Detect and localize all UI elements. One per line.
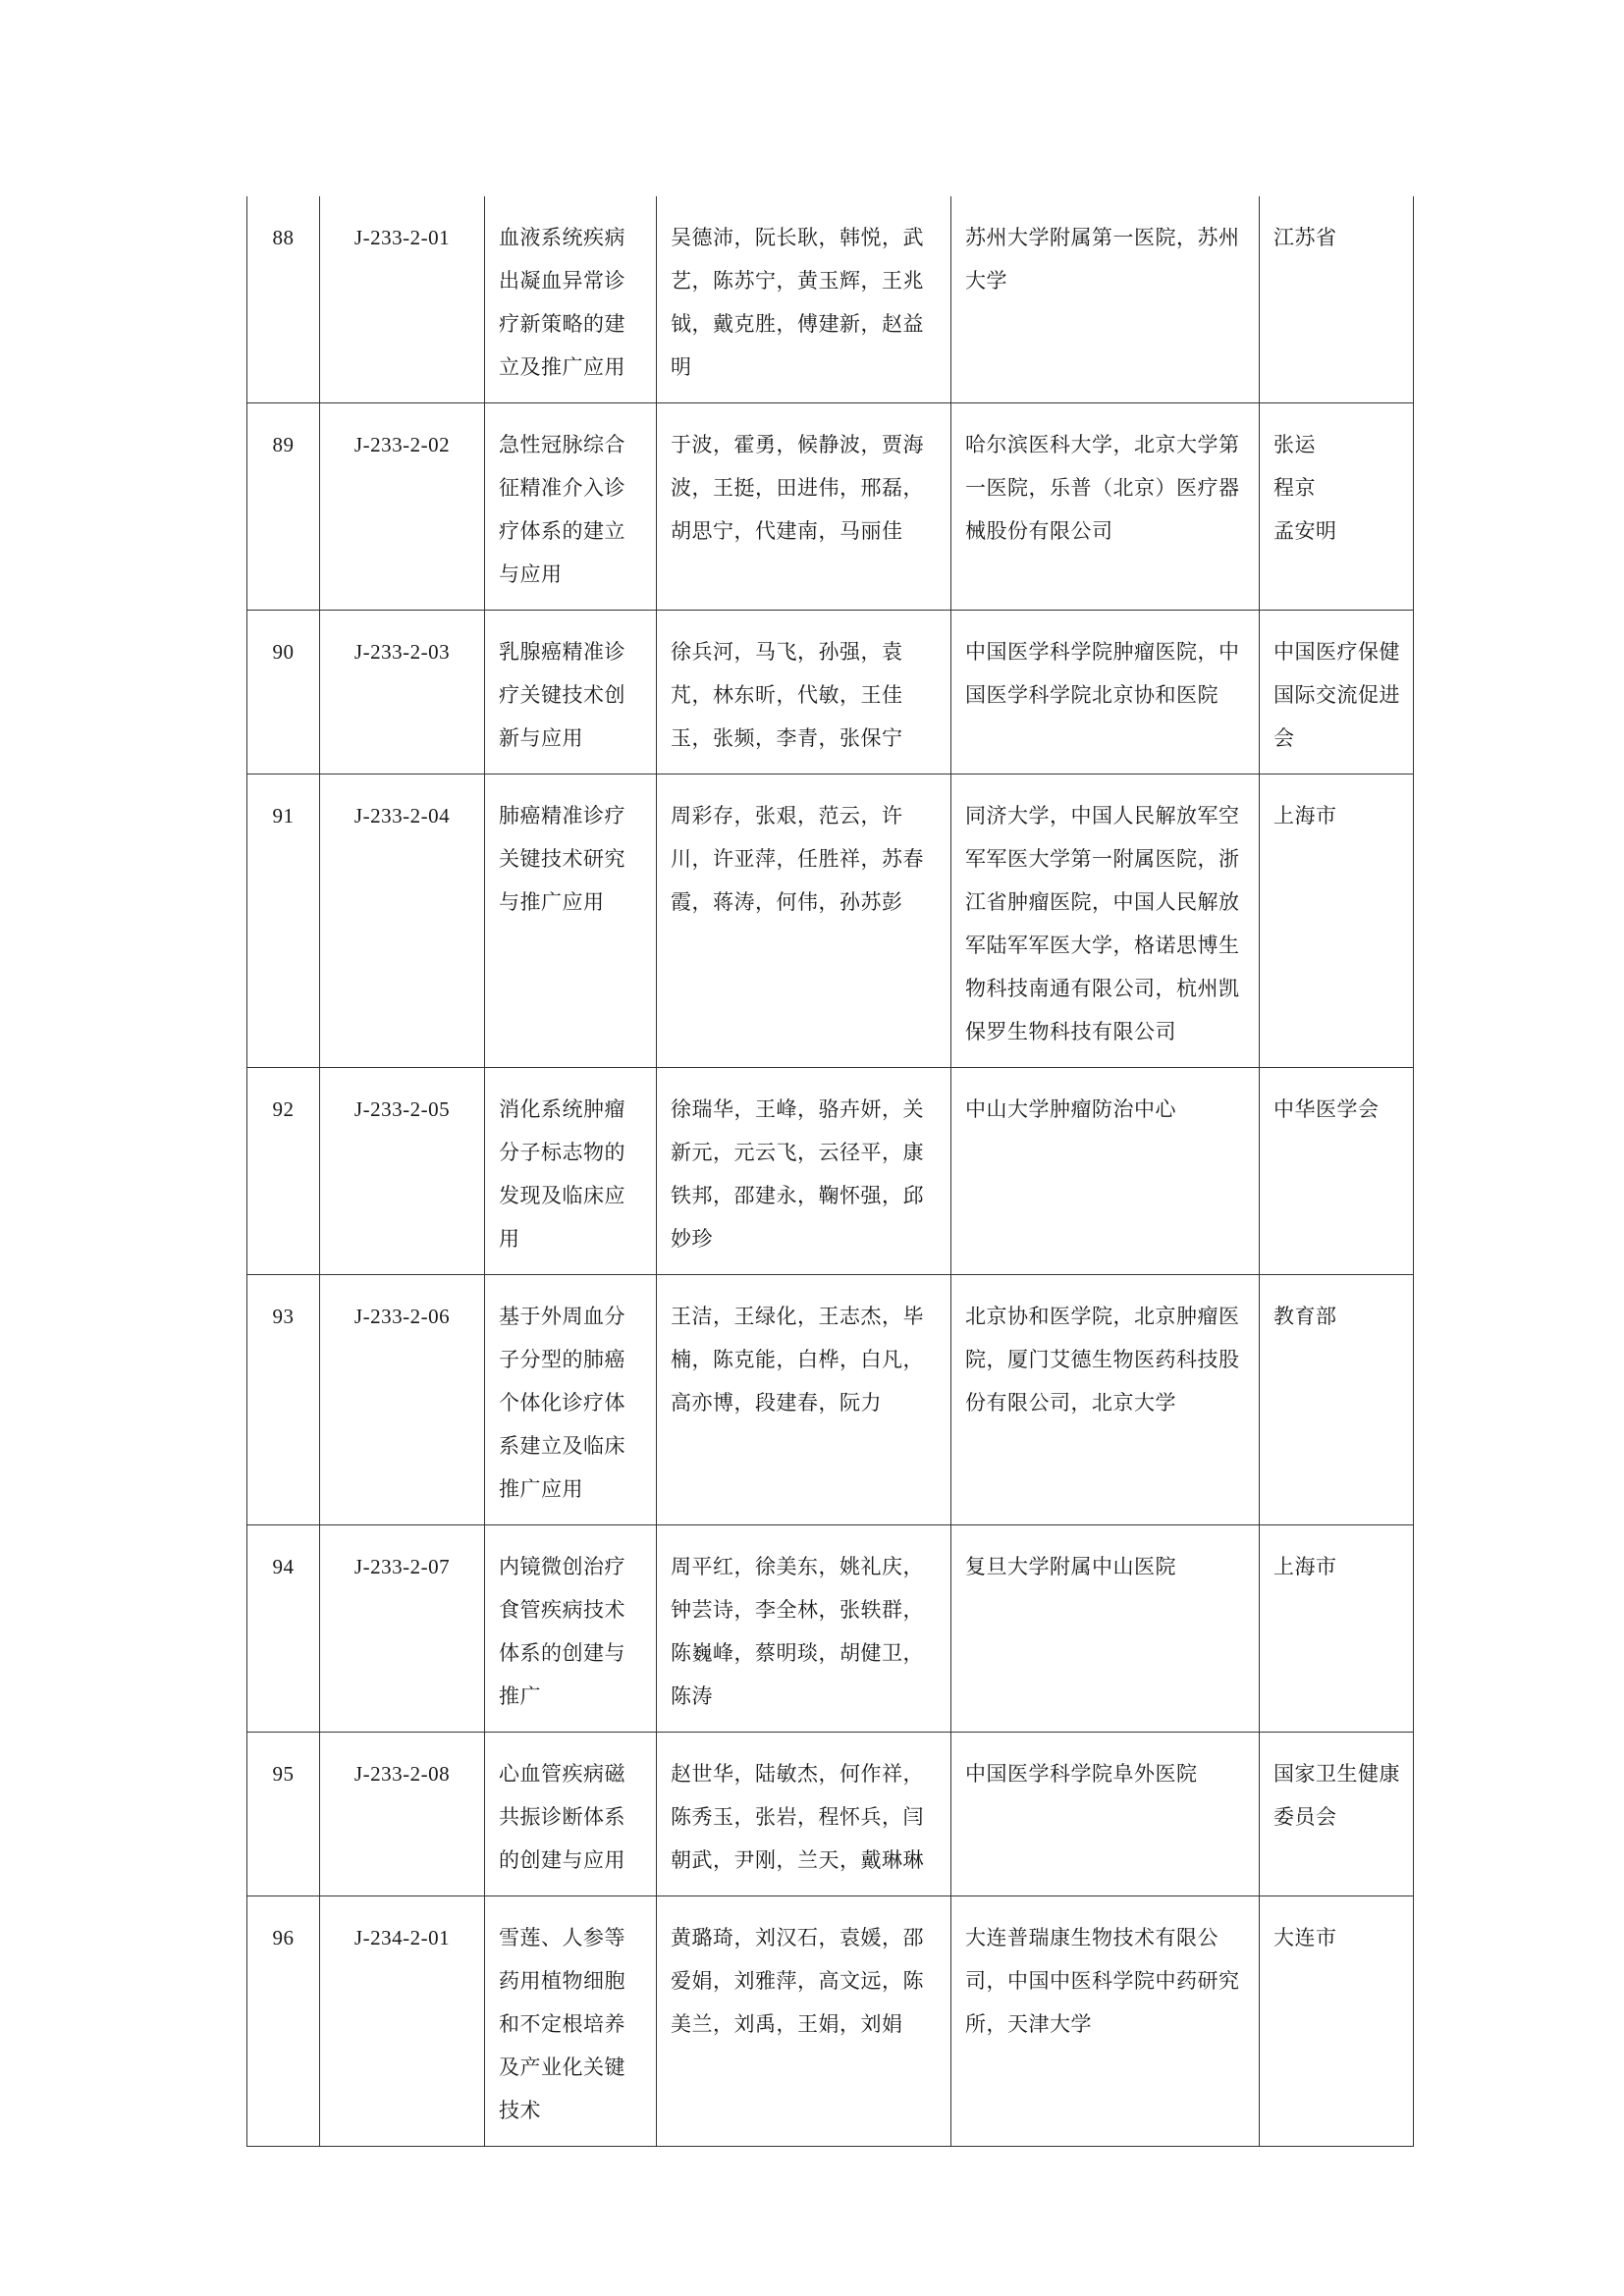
contributors: 于波，霍勇，候静波，贾海波，王挺，田进伟，邢磊，胡思宁，代建南，马丽佳: [657, 403, 951, 611]
nominator-line: 江苏省: [1273, 226, 1337, 249]
awards-table: [246, 196, 1414, 2147]
project-title: 内镜微创治疗食管疾病技术体系的创建与推广: [485, 1525, 657, 1733]
units: 中国医学科学院阜外医院: [951, 1733, 1260, 1896]
project-code: J-233-2-05: [320, 1068, 485, 1275]
project-title: 乳腺癌精准诊疗关键技术创新与应用: [485, 611, 657, 774]
nominator-line: 孟安明: [1273, 519, 1337, 543]
project-title: 基于外周血分子分型的肺癌个体化诊疗体系建立及临床推广应用: [485, 1275, 657, 1525]
project-title: 血液系统疾病出凝血异常诊疗新策略的建立及推广应用: [485, 196, 657, 403]
row-number: 88: [247, 196, 320, 403]
units: 同济大学，中国人民解放军空军军医大学第一附属医院，浙江省肿瘤医院，中国人民解放军陆军军医大学，格诺思博生物科技南通有限公司，杭州凯保罗生物科技有限公司: [951, 774, 1260, 1068]
nominator-line: 张运: [1273, 433, 1316, 456]
project-code: J-233-2-07: [320, 1525, 485, 1733]
units: 大连普瑞康生物技术有限公司，中国中医科学院中药研究所，天津大学: [951, 1896, 1260, 2147]
nominator: 中华医学会: [1260, 1068, 1414, 1275]
row-number: 94: [247, 1525, 320, 1733]
project-code: J-233-2-03: [320, 611, 485, 774]
nominator: 大连市: [1260, 1896, 1414, 2147]
units: 哈尔滨医科大学，北京大学第一医院，乐普（北京）医疗器械股份有限公司: [951, 403, 1260, 611]
nominator: 国家卫生健康委员会: [1260, 1733, 1414, 1896]
units: 中山大学肿瘤防治中心: [951, 1068, 1260, 1275]
nominator: 上海市: [1260, 1525, 1414, 1733]
row-number: 90: [247, 611, 320, 774]
contributors: 徐兵河，马飞，孙强，袁芃，林东昕，代敏，王佳玉，张频，李青，张保宁: [657, 611, 951, 774]
table-row: [247, 1275, 1414, 1525]
table-row: [247, 1733, 1414, 1896]
table-row: [247, 611, 1414, 774]
units: 北京协和医学院，北京肿瘤医院，厦门艾德生物医药科技股份有限公司，北京大学: [951, 1275, 1260, 1525]
nominator-line: 程京: [1273, 476, 1316, 500]
project-title: 肺癌精准诊疗关键技术研究与推广应用: [485, 774, 657, 1068]
nominator: [1260, 403, 1414, 611]
row-number: 89: [247, 403, 320, 611]
table-row: [247, 1896, 1414, 2147]
contributors: 王洁，王绿化，王志杰，毕楠，陈克能，白桦，白凡，高亦博，段建春，阮力: [657, 1275, 951, 1525]
table-row: [247, 196, 1414, 403]
nominator: 教育部: [1260, 1275, 1414, 1525]
table-row: [247, 403, 1414, 611]
contributors: 周彩存，张艰，范云，许川，许亚萍，任胜祥，苏春霞，蒋涛，何伟，孙苏彭: [657, 774, 951, 1068]
row-number: 93: [247, 1275, 320, 1525]
table-row: [247, 774, 1414, 1068]
units: 中国医学科学院肿瘤医院，中国医学科学院北京协和医院: [951, 611, 1260, 774]
contributors: 吴德沛，阮长耿，韩悦，武艺，陈苏宁，黄玉辉，王兆钺，戴克胜，傅建新，赵益明: [657, 196, 951, 403]
row-number: 95: [247, 1733, 320, 1896]
table-row: [247, 1068, 1414, 1275]
nominator: 中国医疗保健国际交流促进会: [1260, 611, 1414, 774]
project-code: J-233-2-08: [320, 1733, 485, 1896]
table-row: [247, 1525, 1414, 1733]
units: 复旦大学附属中山医院: [951, 1525, 1260, 1733]
row-number: 96: [247, 1896, 320, 2147]
contributors: 徐瑞华，王峰，骆卉妍，关新元，元云飞，云径平，康铁邦，邵建永，鞠怀强，邱妙珍: [657, 1068, 951, 1275]
project-title: 消化系统肿瘤分子标志物的发现及临床应用: [485, 1068, 657, 1275]
row-number: 91: [247, 774, 320, 1068]
project-code: J-233-2-01: [320, 196, 485, 403]
project-code: J-234-2-01: [320, 1896, 485, 2147]
project-code: J-233-2-02: [320, 403, 485, 611]
project-code: J-233-2-06: [320, 1275, 485, 1525]
contributors: 黄璐琦，刘汉石，袁媛，邵爱娟，刘雅萍，高文远，陈美兰，刘禹，王娟，刘娟: [657, 1896, 951, 2147]
units: 苏州大学附属第一医院，苏州大学: [951, 196, 1260, 403]
project-code: J-233-2-04: [320, 774, 485, 1068]
nominator: 上海市: [1260, 774, 1414, 1068]
contributors: 赵世华，陆敏杰，何作祥，陈秀玉，张岩，程怀兵，闫朝武，尹刚，兰天，戴琳琳: [657, 1733, 951, 1896]
nominator: [1260, 196, 1414, 403]
project-title: 雪莲、人参等药用植物细胞和不定根培养及产业化关键技术: [485, 1896, 657, 2147]
project-title: 心血管疾病磁共振诊断体系的创建与应用: [485, 1733, 657, 1896]
row-number: 92: [247, 1068, 320, 1275]
project-title: 急性冠脉综合征精准介入诊疗体系的建立与应用: [485, 403, 657, 611]
contributors: 周平红，徐美东，姚礼庆，钟芸诗，李全林，张轶群，陈巍峰，蔡明琰，胡健卫，陈涛: [657, 1525, 951, 1733]
